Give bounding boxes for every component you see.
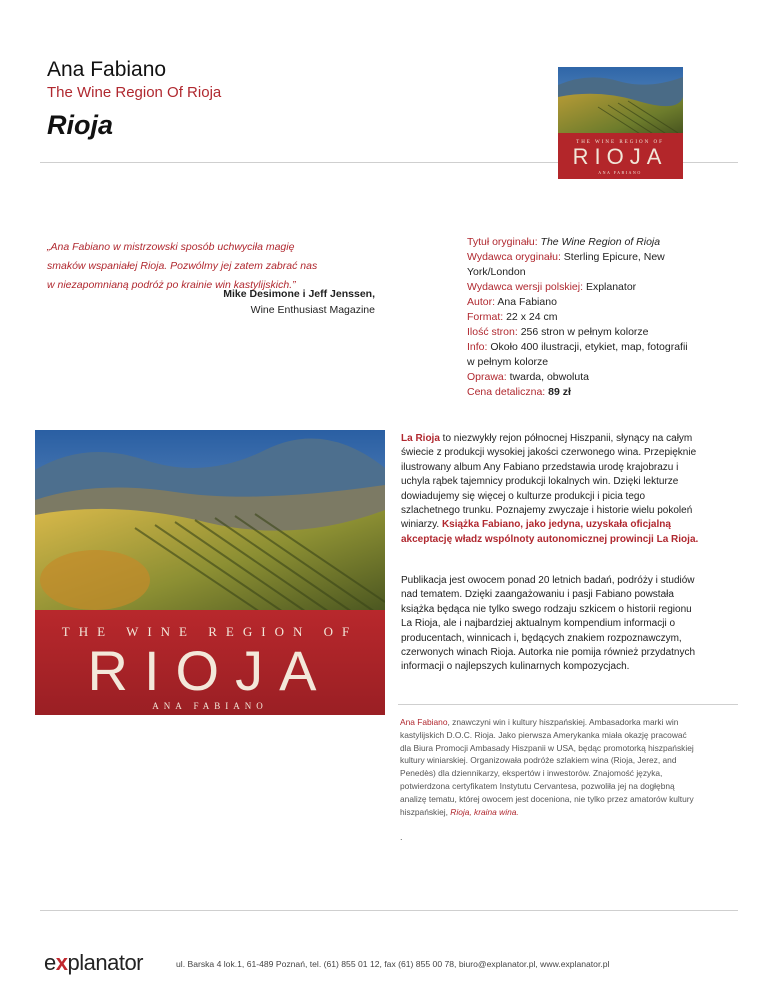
meta-format: Format: 22 x 24 cm — [467, 311, 558, 323]
cover-large — [35, 430, 385, 715]
quote-author: Mike Desimone i Jeff Jenssen, — [223, 288, 375, 300]
quote-line: smaków wspaniałej Rioja. Pozwólmy jej zatem zabrać nas — [47, 260, 318, 272]
cover-author: ANA FABIANO — [152, 701, 268, 711]
meta-binding: Oprawa: twarda, obwoluta — [467, 371, 589, 383]
bio-dot: . — [400, 832, 403, 842]
explanator-logo: explanator — [44, 950, 144, 975]
meta-price: Cena detaliczna: 89 zł — [467, 386, 571, 398]
quote-attribution — [47, 286, 375, 318]
footer-divider — [40, 910, 738, 911]
cover-thumb-title: RIOJA — [572, 144, 668, 169]
description-paragraph-2: Publikacja jest owocem ponad 20 letnich badań, podróży i studiów nad tematem. Dzięki zaangażowaniu i pasji Fabiano powstała książka będąca nie tylko swego rodzaju szkicem o historii regionu La Rioja, ale i najbardziej aktualnym kompendium informacji o producentach, winnicach i, będących znakiem rozpoznawczym, czerwonych winach Rioja. Autorka nie pomija również przydatnych informacji o najlepszych kulinarnych kompozycjach. — [401, 575, 696, 673]
meta-original-title: Tytuł oryginału: The Wine Region of Rioja — [467, 236, 661, 248]
footer-address: ul. Barska 4 lok.1, 61-489 Poznań, tel. (61) 855 01 12, fax (61) 855 00 78, biuro@explanator.pl, www.explanator.pl — [176, 959, 610, 969]
book-title: Rioja — [47, 110, 114, 140]
cover-series-line: THE WINE REGION OF — [61, 624, 359, 639]
bio-divider — [398, 704, 738, 705]
cover-thumb-series: THE WINE REGION OF — [576, 140, 664, 145]
meta-author: Autor: Ana Fabiano — [467, 296, 557, 308]
cover-thumbnail-image — [558, 67, 683, 179]
book-subtitle: The Wine Region Of Rioja — [47, 84, 222, 101]
meta-pages: Ilość stron: 256 stron w pełnym kolorze — [467, 326, 649, 338]
description-paragraph-1: La Rioja to niezwykły rejon północnej Hiszpanii, słynący na całym świecie z produkcji wysokiej jakości czerwonego wina. Przepięknie ilustrowany album Any Fabiano przedstawia urodę krajobrazu i uchyla rąbek tajemnicy produkcji lokalnych win. Dzięki lekturze dowiadujemy się więcej o kulturze produkcji i picia tego szlachetnego trunku. Poznajemy zwyczaje i historie wielu pokoleń winiarzy. Książka Fabiano, jako jedyna, uzyskała oficjalną akceptację władz wspólnoty autonomicznej prowincji La Rioja. — [401, 433, 699, 545]
author-name: Ana Fabiano — [47, 58, 167, 81]
meta-polish-publisher: Wydawca wersji polskiej: Explanator — [467, 281, 637, 293]
quote-line: „Ana Fabiano w mistrzowski sposób uchwyciła magię — [47, 241, 295, 253]
author-bio: Ana Fabiano, znawczyni win i kultury hiszpańskiej. Ambasadorka marki win kastylijskich D.O.C. Rioja. Jako pierwsza Amerykanka miała okazję pracować dla Biura Promocji Ambasady Hiszpanii w USA, będąc promotorką hiszpańskiej kultury winiarskiej. Organizowała podróże szlakiem wina (Rioja, Jerez, and Penedès) dla dziennikarzy, ekspertów i inwestorów. Znajomość języka, potwierdzona certyfikatem Instytutu Cervantesa, pozwoliła jej na dogłębną analizę tematu, której owocem jest doceniona, nie tylko przez amatorów kultury hiszpańskiej, Rioja, kraina wina. — [400, 717, 694, 817]
cover-thumb-author: ANA FABIANO — [598, 170, 642, 175]
meta-info: Info: Około 400 ilustracji, etykiet, map, fotografii w pełnym kolorze — [467, 341, 688, 368]
cover-large-image — [35, 430, 385, 715]
quote-source: Wine Enthusiast Magazine — [250, 304, 375, 316]
meta-original-publisher: Wydawca oryginału: Sterling Epicure, New York/London — [467, 251, 665, 278]
cover-title: RIOJA — [87, 639, 333, 702]
quote-line: w niezapomnianą podróż po krainie win kastylijskich.” — [47, 279, 296, 291]
book-metadata — [467, 235, 697, 400]
cover-thumbnail — [558, 67, 683, 179]
